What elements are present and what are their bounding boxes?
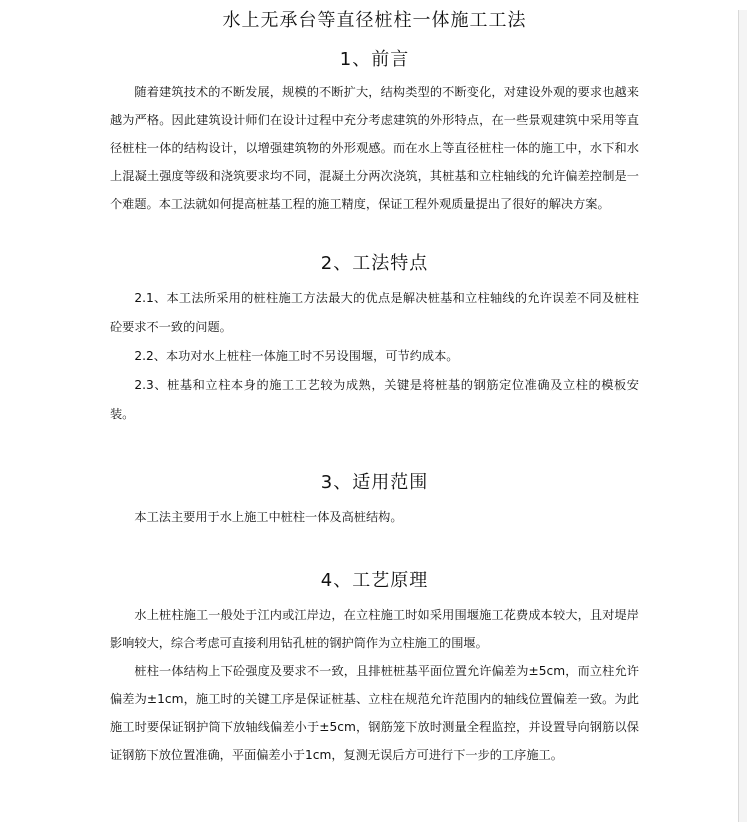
paragraph: 2.2、本功对水上桩柱一体施工时不另设围堰，可节约成本。 [134, 349, 459, 363]
section-heading-preface: 1、前言 [339, 49, 410, 70]
section-body-scope [110, 503, 639, 531]
page-edge [738, 10, 747, 822]
section-heading-principle: 4、工艺原理 [320, 570, 429, 591]
paragraph: 本工法主要用于水上施工中桩柱一体及高桩结构。 [134, 510, 403, 524]
document-title: 水上无承台等直径桩柱一体施工工法 [222, 10, 527, 31]
section-body-principle [110, 601, 639, 769]
paragraph: 随着建筑技术的不断发展，规模的不断扩大，结构类型的不断变化，对建设外观的要求也越来越为严格。因此建筑设计师们在设计过程中充分考虑建筑的外形特点，在一些景观建筑中采用等直径桩柱一体的结构设计，以增强建筑物的外形观感。而在水上等直径桩柱一体的施工中，水下和水上混凝土强度等级和浇筑要求均不同，混凝土分两次浇筑，其桩基和立柱轴线的允许偏差控制是一个难题。本工法就如何提高桩基工程的施工精度，保证工程外观质量提出了很好的解决方案。 [110, 85, 639, 211]
paragraph: 桩柱一体结构上下砼强度及要求不一致，且排桩桩基平面位置允许偏差为±5cm，而立柱允许偏差为±1cm，施工时的关键工序是保证桩基、立柱在规范允许范围内的轴线位置偏差一致。为此施工时要保证钢护筒下放轴线偏差小于±5cm，钢筋笼下放时测量全程监控，并设置导向钢筋以保证钢筋下放位置准确，平面偏差小于1cm，复测无误后方可进行下一步的工序施工。 [110, 664, 639, 762]
section-body-preface [110, 78, 639, 218]
section-heading-scope: 3、适用范围 [320, 472, 429, 493]
section-body-features [110, 284, 639, 429]
document-page [0, 10, 747, 822]
paragraph: 水上桩柱施工一般处于江内或江岸边，在立柱施工时如采用围堰施工花费成本较大，且对堤岸影响较大，综合考虑可直接利用钻孔桩的钢护筒作为立柱施工的围堰。 [110, 608, 639, 650]
paragraph: 2.3、桩基和立柱本身的施工工艺较为成熟，关键是将桩基的钢筋定位准确及立柱的模板安装。 [110, 378, 639, 421]
paragraph: 2.1、本工法所采用的桩柱施工方法最大的优点是解决桩基和立柱轴线的允许误差不同及桩柱砼要求不一致的问题。 [110, 291, 639, 334]
section-heading-features: 2、工法特点 [320, 253, 429, 274]
